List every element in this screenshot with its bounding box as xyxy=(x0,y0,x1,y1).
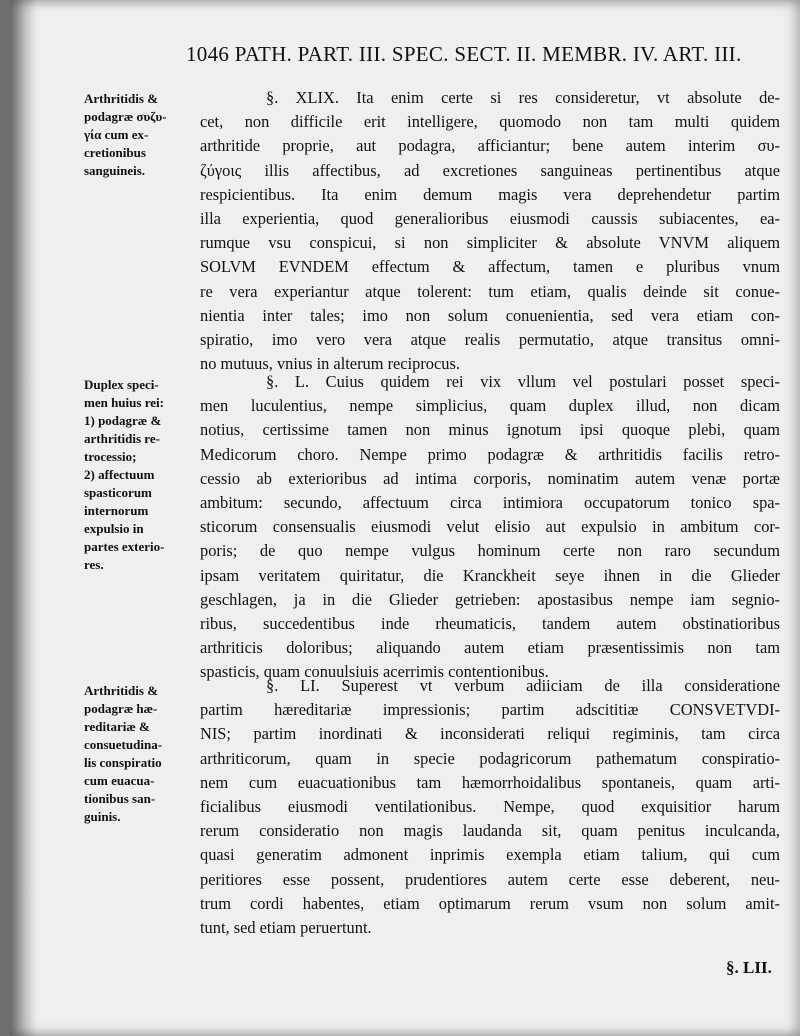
text-line: ipsam veritatem quiritatur, die Kranckheit seye ihnen in die Glieder xyxy=(200,565,780,585)
text-line: NIS; partim inordinati & inconsiderati reliqui regiminis, tam circa xyxy=(200,724,780,744)
text-line: arthritide proprie, aut podagra, afficiantur; bene autem interim συ- xyxy=(200,136,780,156)
margin-note-line: arthritidis re- xyxy=(84,431,160,446)
text-line: rumque vsu conspicui, si non simpliciter & absolute VNVM aliquem xyxy=(200,233,780,253)
paragraph-49 xyxy=(200,86,780,376)
catchword: §. LII. xyxy=(726,958,772,977)
margin-note-line: podagræ hæ- xyxy=(84,701,158,716)
margin-note-line: cretionibus xyxy=(84,145,146,160)
margin-note-line: guinis. xyxy=(84,809,121,824)
margin-note-line: Arthritidis & xyxy=(84,683,159,698)
margin-note-2 xyxy=(84,376,196,574)
margin-note-line: cum euacua- xyxy=(84,773,155,788)
margin-note-line: podagræ συζυ- xyxy=(84,109,167,124)
text-line: quasi generatim admonent inprimis exempla etiam talium, qui cum xyxy=(200,845,780,865)
text-line: ambitum: secundo, affectuum circa intimiora occupatorum tonico spa- xyxy=(200,492,780,512)
text-line: illa experientia, quod generalioribus eiusmodi caussis subiacentes, ea- xyxy=(200,208,780,228)
text-line: men luculentius, nempe simplicius, quam duplex illud, non dicam xyxy=(200,396,780,416)
paragraph-50 xyxy=(200,370,780,684)
text-line: ζύγοις illis affectibus, ad excretiones sanguineas pertinentibus atque xyxy=(200,160,780,180)
text-line: notius, certissime tamen non minus ignotum ipsi quoque plebi, quam xyxy=(200,420,780,440)
text-line: §. L. Cuius quidem rei vix vllum vel postulari posset speci- xyxy=(266,372,780,391)
text-line: arthriticorum, quam in specie podagricorum pathematum conspiratio- xyxy=(200,748,780,768)
text-line: nientia inter tales; imo non solum conuenientia, sed vera etiam con- xyxy=(200,305,780,325)
margin-note-line: men huius rei: xyxy=(84,395,164,410)
margin-note-line: expulsio in xyxy=(84,521,144,536)
text-line: rerum consideratio non magis laudanda sit, quam penitus inculcanda, xyxy=(200,821,780,841)
running-head: 1046 PATH. PART. III. SPEC. SECT. II. MEMBR. IV. ART. III. xyxy=(186,42,742,66)
text-line: cet, non difficile erit intelligere, quomodo non tam multi quidem xyxy=(200,112,780,132)
text-line: §. LI. Superest vt verbum adiiciam de illa consideratione xyxy=(266,676,780,695)
text-line: respicientibus. Ita enim demum magis vera deprehendetur partim xyxy=(200,184,780,204)
text-line: ribus, succedentibus inde rheumaticis, tandem autem obstinatioribus xyxy=(200,613,780,633)
text-line: geschlagen, ja in die Glieder getrieben: apostasibus nempe iam segnio- xyxy=(200,589,780,609)
margin-note-line: tionibus san- xyxy=(84,791,156,806)
text-line: re vera experiantur atque tolerent: tum etiam, qualis deinde sit conue- xyxy=(200,281,780,301)
margin-note-line: trocessio; xyxy=(84,449,137,464)
margin-note-line: reditariæ & xyxy=(84,719,150,734)
text-line: ficialibus eiusmodi ventilationibus. Nempe, quod exquisitior harum xyxy=(200,796,780,816)
text-line: sticorum consensualis eiusmodi velut elisio aut expulsio in ambitum cor- xyxy=(200,517,780,537)
margin-note-line: Arthritidis & xyxy=(84,91,159,106)
text-line: tunt, sed etiam peruertunt. xyxy=(200,917,372,937)
text-line: spasticis, quam conuulsiuis acerrimis contentionibus. xyxy=(200,662,549,682)
text-line: partim hæreditariæ impressionis; partim adscititiæ CONSVETVDI- xyxy=(200,700,780,720)
text-line: no mutuus, vnius in alterum reciprocus. xyxy=(200,354,460,374)
text-line: nem cum euacuationibus tam hæmorrhoidalibus spontaneis, quam arti- xyxy=(200,772,780,792)
margin-note-line: lis conspiratio xyxy=(84,755,162,770)
text-line: arthriticis doloribus; aliquando autem etiam præsentissimis non tam xyxy=(200,638,780,658)
text-line: peritiores esse possent, prudentiores autem certe esse deberent, neu- xyxy=(200,869,780,889)
margin-note-line: 2) affectuum xyxy=(84,467,155,482)
margin-note-line: internorum xyxy=(84,503,149,518)
margin-note-line: spasticorum xyxy=(84,485,152,500)
margin-note-3 xyxy=(84,682,196,826)
margin-note-1 xyxy=(84,90,196,180)
margin-note-line: γία cum ex- xyxy=(84,127,149,142)
text-line: trum cordi habentes, etiam optimarum rerum vsum non solum amit- xyxy=(200,893,780,913)
margin-note-line: sanguineis. xyxy=(84,163,146,178)
text-line: Medicorum choro. Nempe primo podagræ & arthritidis facilis retro- xyxy=(200,444,780,464)
margin-note-line: partes exterio- xyxy=(84,539,165,554)
text-line: spiratio, imo vero vera atque realis permutatio, atque transitus omni- xyxy=(200,329,780,349)
text-line: §. XLIX. Ita enim certe si res consideretur, vt absolute de- xyxy=(266,88,780,107)
text-line: cessio ab exterioribus ad intima corporis, nominatim autem venæ portæ xyxy=(200,468,780,488)
margin-note-line: Duplex speci- xyxy=(84,377,159,392)
margin-note-line: consuetudina- xyxy=(84,737,163,752)
text-line: SOLVM EVNDEM effectum & affectum, tamen e pluribus vnum xyxy=(200,257,780,277)
paragraph-51 xyxy=(200,674,780,940)
margin-note-line: res. xyxy=(84,557,104,572)
book-page xyxy=(10,0,800,1036)
margin-note-line: 1) podagræ & xyxy=(84,413,162,428)
text-line: poris; de quo nempe vulgus hominum certe non raro secundum xyxy=(200,541,780,561)
